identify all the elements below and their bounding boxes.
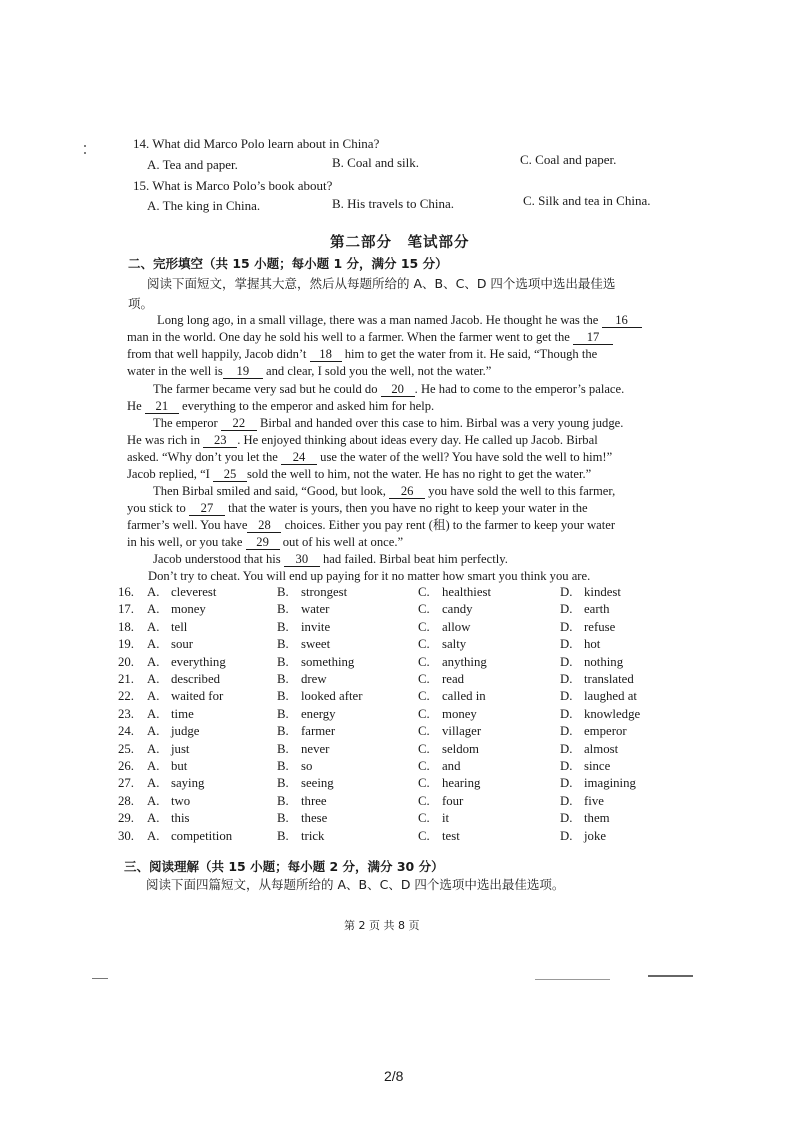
option-letter-d: D. [560,689,573,704]
option-row [0,655,794,672]
blank-24: 24 [281,450,317,465]
option-text-c: candy [442,602,473,617]
option-text-b: drew [301,672,327,686]
option-letter-a: A. [147,602,160,617]
scan-speck [84,145,86,147]
option-text-a: just [171,741,190,756]
blank-22: 22 [221,416,257,431]
option-letter-a: A. [147,654,160,669]
option-letter-c: C. [418,811,430,826]
option-letter-c: C. [418,759,430,773]
option-letter-b: B. [277,706,289,721]
option-row [0,724,794,741]
option-letter-c: C. [418,741,430,756]
question-14-option-c: C. Coal and paper. [520,152,617,167]
option-text-b: sweet [301,637,331,652]
option-text-c: villager [442,724,482,739]
option-text-a: sour [171,637,194,652]
blank-25: 25 [213,467,247,482]
blank-20: 20 [381,382,415,397]
passage-line: farmer’s well. You have 28 choices. Either you pay rent (租) to the farmer to keep your water [127,518,616,532]
option-letter-d: D. [560,672,573,686]
blank-29: 29 [246,535,280,550]
option-letter-a: A. [147,585,160,599]
option-text-d: emperor [584,724,627,739]
option-text-d: kindest [584,585,621,599]
passage-line: The farmer became very sad but he could do 20 . He had to come to the emperor’s palace. [153,382,625,396]
option-letter-b: B. [277,724,289,739]
option-letter-b: B. [277,654,289,669]
option-text-a: cleverest [171,585,217,599]
question-number: 22. [118,689,134,704]
option-letter-a: A. [147,793,160,808]
question-number: 20. [118,654,134,669]
option-letter-d: D. [560,776,573,791]
question-number: 30. [118,828,134,843]
option-text-b: farmer [301,724,336,739]
option-text-c: four [442,793,464,808]
option-letter-d: D. [560,585,573,599]
option-text-a: this [171,811,190,826]
option-letter-b: B. [277,689,289,704]
option-letter-b: B. [277,828,289,843]
option-letter-b: B. [277,811,289,826]
option-text-c: seldom [442,741,479,756]
option-letter-a: A. [147,619,160,634]
blank-21: 21 [145,399,179,414]
option-row [0,776,794,793]
passage-line: Don’t try to cheat. You will end up paying for it no matter how smart you think you are. [148,569,591,583]
passage-line: Then Birbal smiled and said, “Good, but look, 26 you have sold the well to this farmer, [153,484,616,498]
option-text-c: healthiest [442,585,492,599]
option-letter-a: A. [147,724,160,739]
option-text-a: judge [171,724,200,739]
cloze-instruction-cont: 项。 [128,296,154,311]
scan-mark [92,978,108,979]
option-text-d: five [584,793,604,808]
option-letter-c: C. [418,585,430,599]
option-row [0,637,794,654]
passage-line: man in the world. One day he sold his well to a farmer. When the farmer went to get the 17 [127,329,613,346]
question-number: 24. [118,724,134,739]
option-letter-b: B. [277,637,289,652]
option-text-d: them [584,811,610,826]
option-row [0,742,794,759]
option-letter-a: A. [147,637,160,652]
option-letter-a: A. [147,811,160,826]
question-14-stem: 14. What did Marco Polo learn about in China? [133,136,380,151]
blank-23: 23 [203,433,237,448]
option-text-a: time [171,706,194,721]
option-text-d: since [584,759,611,773]
option-letter-d: D. [560,741,573,756]
option-text-d: imagining [584,776,636,791]
option-letter-d: D. [560,828,573,843]
cloze-instruction: 阅读下面短文，掌握其大意，然后从每题所给的 A、B、C、D 四个选项中选出最佳选 [147,276,616,291]
option-row [0,602,794,619]
option-text-b: strongest [301,585,348,599]
question-number: 25. [118,741,134,756]
question-number: 23. [118,706,134,721]
page-footer: 第 2 页 共 8 页 [344,919,420,932]
option-text-d: knowledge [584,706,641,721]
option-row [0,585,794,602]
option-text-c: hearing [442,776,481,791]
passage-line: He was rich in 23 . He enjoyed thinking about ideas every day. He called up Jacob. Birbal [127,433,598,447]
question-number: 27. [118,776,134,791]
option-text-c: money [442,706,477,721]
question-14-option-b: B. Coal and silk. [332,155,420,170]
page-indicator: 2/8 [384,1068,404,1084]
option-letter-c: C. [418,689,430,704]
option-text-c: anything [442,654,487,669]
option-row [0,829,794,846]
option-text-b: so [301,759,313,773]
option-text-d: joke [584,828,607,843]
option-text-b: seeing [301,776,334,791]
passage-line: asked. “Why don’t you let the 24 use the water of the well? You have sold the well to him!” [127,450,613,464]
passage-line: Jacob replied, “I 25 sold the well to him, not the water. He has no right to get the water.” [127,467,592,481]
option-row [0,759,794,776]
option-row [0,689,794,706]
option-text-d: nothing [584,654,624,669]
option-letter-d: D. [560,602,573,617]
option-text-b: energy [301,706,336,721]
question-number: 28. [118,793,134,808]
part-title: 第二部分 笔试部分 [330,235,470,251]
option-text-b: these [301,811,328,826]
blank-28: 28 [247,518,281,533]
option-letter-c: C. [418,828,430,843]
option-text-b: water [301,602,330,617]
option-text-a: described [171,672,221,686]
option-text-b: looked after [301,689,363,704]
option-text-d: earth [584,602,610,617]
option-text-a: but [171,759,188,773]
passage-line: The emperor 22 Birbal and handed over this case to him. Birbal was a very young judge. [153,416,624,430]
scan-mark [535,979,610,980]
scan-mark [648,975,693,977]
option-letter-d: D. [560,706,573,721]
option-letter-c: C. [418,776,430,791]
option-letter-a: A. [147,776,160,791]
option-text-b: invite [301,619,331,634]
option-letter-b: B. [277,741,289,756]
option-letter-c: C. [418,724,430,739]
cloze-header: 二、完形填空（共 15 小题；每小题 1 分，满分 15 分） [128,256,448,271]
question-number: 17. [118,602,134,617]
option-text-a: waited for [171,689,224,704]
option-text-a: competition [171,828,233,843]
passage-line: He 21 everything to the emperor and asked him for help. [127,399,435,413]
option-text-d: laughed at [584,689,637,704]
passage-line: you stick to 27 that the water is yours, then you have no right to keep your water in the [127,501,588,515]
option-letter-c: C. [418,793,430,808]
blank-26: 26 [389,484,425,499]
option-letter-d: D. [560,811,573,826]
option-letter-b: B. [277,793,289,808]
option-row [0,811,794,828]
blank-18: 18 [310,347,342,362]
option-text-d: refuse [584,619,616,634]
option-text-c: test [442,828,460,843]
passage-line: water in the well is 19 and clear, I sold you the well, not the water.” [127,364,492,378]
option-text-c: allow [442,619,471,634]
reading-instruction: 阅读下面四篇短文，从每题所给的 A、B、C、D 四个选项中选出最佳选项。 [146,877,565,892]
option-text-d: translated [584,672,634,686]
option-letter-b: B. [277,585,289,599]
option-letter-b: B. [277,619,289,634]
option-text-a: money [171,602,206,617]
blank-19: 19 [223,364,263,379]
question-number: 21. [118,672,134,686]
option-text-d: hot [584,637,601,652]
question-15-stem: 15. What is Marco Polo’s book about? [133,178,333,193]
blank-17: 17 [573,330,613,345]
option-letter-b: B. [277,776,289,791]
option-letter-c: C. [418,672,430,686]
option-letter-a: A. [147,672,160,686]
option-text-a: tell [171,619,188,634]
question-15-option-c: C. Silk and tea in China. [523,193,651,208]
question-number: 18. [118,619,134,634]
option-letter-b: B. [277,602,289,617]
passage-line: in his well, or you take 29 out of his well at once.” [127,535,404,549]
option-text-b: trick [301,828,325,843]
option-row [0,620,794,637]
question-15-option-a: A. The king in China. [147,198,261,213]
option-letter-c: C. [418,706,430,721]
option-letter-d: D. [560,637,573,652]
option-letter-a: A. [147,706,160,721]
option-text-a: everything [171,654,226,669]
question-number: 29. [118,811,134,826]
option-letter-c: C. [418,637,430,652]
option-text-c: salty [442,637,467,652]
option-letter-a: A. [147,689,160,704]
question-number: 26. [118,759,134,773]
option-letter-c: C. [418,654,430,669]
option-row [0,794,794,811]
option-letter-a: A. [147,741,160,756]
option-text-c: it [442,811,450,826]
blank-30: 30 [284,552,320,567]
option-text-b: something [301,654,355,669]
option-letter-c: C. [418,602,430,617]
question-number: 19. [118,637,134,652]
option-text-c: read [442,672,465,686]
passage-line: Long long ago, in a small village, there was a man named Jacob. He thought he was the 16 [157,312,642,329]
option-letter-d: D. [560,724,573,739]
option-letter-b: B. [277,759,289,773]
option-text-b: never [301,741,330,756]
option-letter-b: B. [277,672,289,686]
scan-speck [84,152,86,154]
question-14-option-a: A. Tea and paper. [147,157,238,172]
option-letter-d: D. [560,759,573,773]
option-text-a: saying [171,776,205,791]
option-text-a: two [171,793,191,808]
option-row [0,707,794,724]
question-15-option-b: B. His travels to China. [332,196,455,211]
passage-line: Jacob understood that his 30 had failed. Birbal beat him perfectly. [153,552,508,566]
option-letter-d: D. [560,793,573,808]
option-letter-a: A. [147,759,160,773]
reading-header: 三、阅读理解（共 15 小题；每小题 2 分，满分 30 分） [124,859,444,874]
blank-16: 16 [602,313,642,328]
option-row [0,672,794,689]
option-text-d: almost [584,741,619,756]
option-text-c: and [442,759,461,773]
option-letter-d: D. [560,619,573,634]
passage-line: from that well happily, Jacob didn’t 18 him to get the water from it. He said, “Though the [127,347,598,361]
option-letter-d: D. [560,654,573,669]
option-text-b: three [301,793,327,808]
question-number: 16. [118,585,134,599]
blank-27: 27 [189,501,225,516]
option-letter-a: A. [147,828,160,843]
option-letter-c: C. [418,619,430,634]
option-text-c: called in [442,689,486,704]
